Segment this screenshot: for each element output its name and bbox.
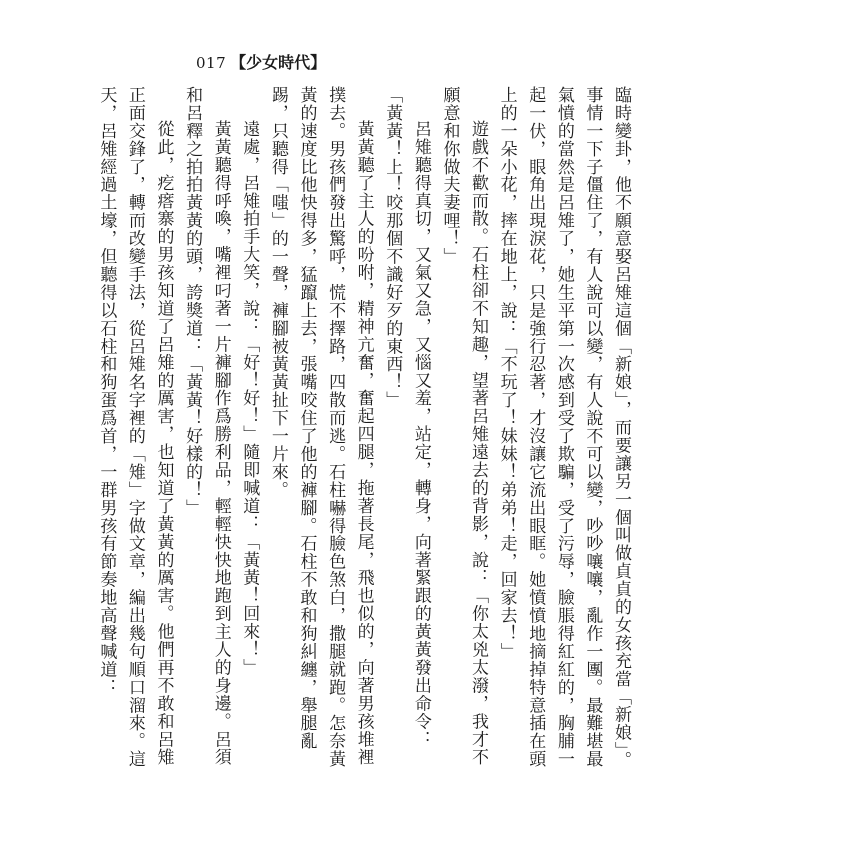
paragraph: 臨時變卦，他不願意娶呂雉這個「新娘」，而要讓另一個叫做貞貞的女孩充當「新娘」。事情一下子僵住了，有人說可以變，有人說不可以變，吵吵嚷嚷，亂作一團。最難堪最氣憤的當然是呂雉了，她生平第一次感到受了欺騙，受了污辱，臉脹得紅紅的，胸脯一起一伏，眼角出現淚花，只是強行忍著，才沒讓它流出眼眶。她憤憤地摘掉特意插在頭上的一朵小花，摔在地上，說：「不玩了！妹妹！弟弟！走，回家去！」 — [496, 86, 631, 770]
chapter-title: 【少女時代】 — [230, 53, 327, 72]
page-header — [196, 50, 326, 73]
paragraph: 遊戲不歡而散。石柱卻不知趣，望著呂雉遠去的背影，說：「你太兇太潑，我才不願意和你做夫妻哩！」 — [439, 86, 489, 767]
page-number: 017 — [196, 54, 227, 72]
vertical-body-text — [92, 86, 635, 776]
paragraph: 遠處，呂雉拍手大笑，說：「好！好！」隨即喊道：「黃黃！回來！」 — [239, 120, 260, 677]
paragraph: 黃黃聽得呼喚，嘴裡叼著一片褲腳作爲勝利品，輕輕快快地跑到主人的身邊。呂須和呂釋之拍拍黃黃的頭，誇獎道：「黃黃！好樣的！」 — [182, 86, 231, 767]
paragraph: 呂雉聽得真切，又氣又急，又惱又羞，站定，轉身，向著緊跟的黃黃發出命令：「黃黃！上！咬那個不識好歹的東西！」 — [382, 86, 431, 749]
paragraph: 從此，疙瘩寨的男孩知道了呂雉的厲害，也知道了黃黃的厲害。他們再不敢和呂雉正面交鋒了，轉而改變手法，從呂雉名字裡的「雉」字做文章，編出幾句順口溜來。這天，呂雉經過土壕，但聽得以石柱和狗蛋爲首，一群男孩有節奏地高聲喊道： — [96, 86, 174, 769]
paragraph: 黃黃聽了主人的吩咐，精神亢奮，奮起四腿，拖著長尾，飛也似的，向著男孩堆裡撲去。男孩們發出驚呼，慌不擇路，四散而逃。石柱嚇得臉色煞白，撒腿就跑。怎奈黃黃的速度比他快得多，猛躥上去，張嘴咬住了他的褲腳。石柱不敢和狗糾纏，舉腿亂踢，只聽得「嗤」的一聲，褲腳被黃黃扯下一片來。 — [267, 86, 374, 769]
